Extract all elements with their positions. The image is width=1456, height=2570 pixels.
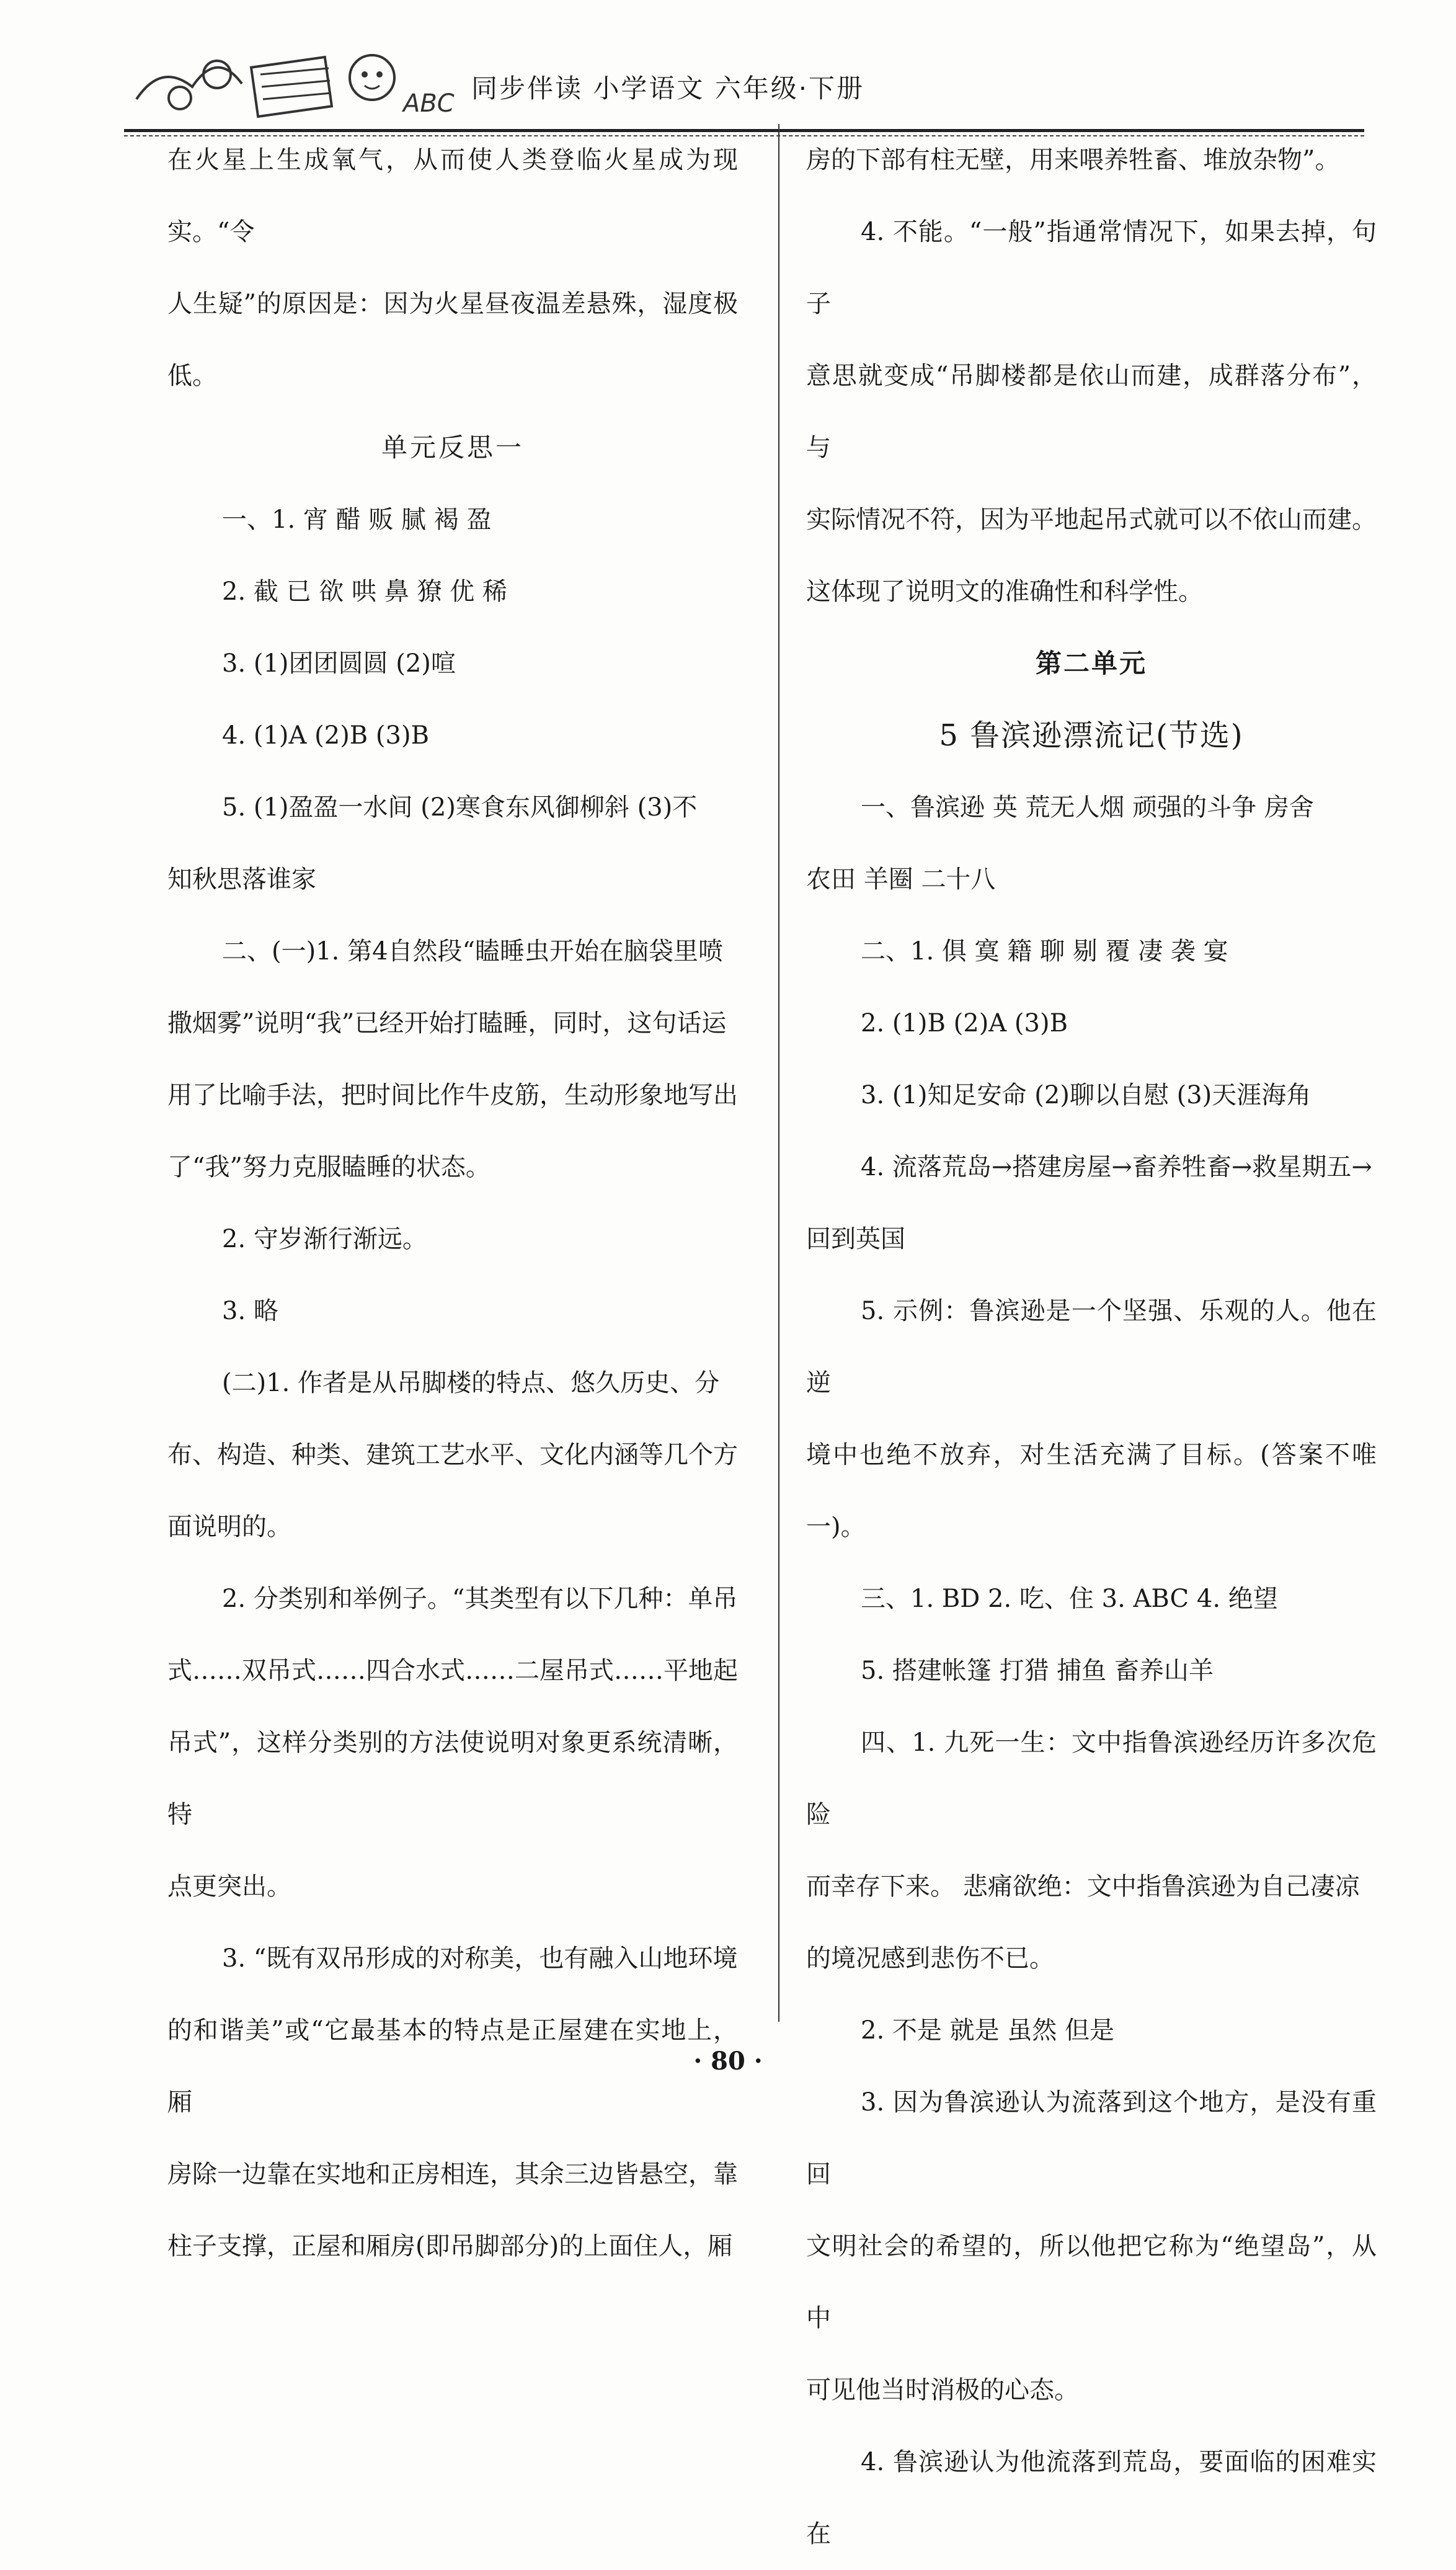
header-title: 同步伴读 小学语文 六年级·下册 (471, 73, 865, 104)
lesson-heading: 5 鲁滨逊漂流记(节选) (939, 718, 1244, 753)
answer-line: 2. 守岁渐行渐远。 (222, 1225, 427, 1253)
answer-line: 回到英国 (806, 1225, 905, 1253)
answer-line: 撒烟雾”说明“我”已经开始打瞌睡，同时，这句话运 (167, 1009, 727, 1038)
answer-line: 四、1. 九死一生：文中指鲁滨逊经历许多次危险 (806, 1728, 1377, 1829)
right-column (806, 124, 1377, 2570)
text-line: 人生疑”的原因是：因为火星昼夜温差悬殊，湿度极低。 (167, 290, 738, 390)
answer-line: 二、1. 俱 寞 籍 聊 剔 覆 凄 袭 宴 (861, 937, 1228, 966)
page-number: · 80 · (693, 2047, 763, 2076)
answer-line: 一、1. 宵 醋 贩 腻 褐 盈 (222, 505, 492, 534)
answer-line: 3. “既有双吊形成的对称美，也有融入山地环境 (222, 1944, 738, 1973)
answer-line: (二)1. 作者是从吊脚楼的特点、悠久历史、分 (222, 1369, 720, 1397)
answer-line: 二、(一)1. 第4自然段“瞌睡虫开始在脑袋里喷 (222, 937, 723, 966)
answer-line: 农田 羊圈 二十八 (806, 865, 996, 894)
answer-line: 了“我”努力克服瞌睡的状态。 (167, 1153, 491, 1181)
answer-line: 2. (1)B (2)A (3)B (861, 1009, 1068, 1038)
header-decoration-icon (124, 25, 471, 130)
answer-line: 4. 不能。“一般”指通常情况下，如果去掉，句子 (806, 218, 1377, 318)
answer-line: 用了比喻手法，把时间比作牛皮筋，生动形象地写出 (167, 1081, 738, 1109)
answer-line: 4. 流落荒岛→搭建房屋→畜养牲畜→救星期五→ (861, 1153, 1372, 1181)
text-line: 在火星上生成氧气，从而使人类登临火星成为现实。“令 (167, 146, 738, 246)
answer-line: 可见他当时消极的心态。 (806, 2376, 1079, 2404)
answer-line: 4. 鲁滨逊认为他流落到荒岛，要面临的困难实在 (806, 2448, 1377, 2548)
unit-heading: 第二单元 (1035, 648, 1147, 678)
answer-line: 式……双吊式……四合水式……二屋吊式……平地起 (167, 1656, 738, 1685)
answer-line: 3. (1)知足安命 (2)聊以自慰 (3)天涯海角 (861, 1081, 1312, 1109)
answer-line: 一、鲁滨逊 英 荒无人烟 顽强的斗争 房舍 (861, 793, 1314, 822)
page-header (124, 25, 1364, 130)
answer-line: 知秋思落谁家 (167, 865, 316, 894)
svg-text:ABC: ABC (403, 89, 455, 118)
answer-line: 柱子支撑，正屋和厢房(即吊脚部分)的上面住人，厢 (167, 2232, 733, 2261)
answer-line: 实际情况不符，因为平地起吊式就可以不依山而建。 (806, 505, 1377, 534)
answer-line: 房除一边靠在实地和正房相连，其余三边皆悬空，靠 (167, 2160, 738, 2189)
answer-line: 这体现了说明文的准确性和科学性。 (806, 577, 1203, 606)
answer-line: 意思就变成“吊脚楼都是依山而建，成群落分布”，与 (806, 362, 1377, 462)
answer-line: 5. (1)盈盈一水间 (2)寒食东风御柳斜 (3)不 (222, 793, 698, 822)
answer-line: 4. (1)A (2)B (3)B (222, 721, 429, 750)
answer-line: 的和谐美”或“它最基本的特点是正屋建在实地上，厢 (167, 2016, 738, 2117)
answer-line: 3. 略 (222, 1297, 278, 1325)
column-divider (778, 124, 779, 2022)
left-column (167, 124, 738, 2282)
answer-line: 的境况感到悲伤不已。 (806, 1944, 1054, 1973)
answer-line: 三、1. BD 2. 吃、住 3. ABC 4. 绝望 (861, 1585, 1278, 1613)
answer-line: 而幸存下来。 悲痛欲绝：文中指鲁滨逊为自己凄凉 (806, 1872, 1360, 1901)
answer-line: 点更突出。 (167, 1872, 291, 1901)
answer-line: 5. 搭建帐篷 打猎 捕鱼 畜养山羊 (861, 1656, 1214, 1685)
answer-line: 2. 分类别和举例子。“其类型有以下几种：单吊 (222, 1585, 738, 1613)
answer-line: 3. 因为鲁滨逊认为流落到这个地方，是没有重回 (806, 2088, 1377, 2189)
answer-line: 5. 示例：鲁滨逊是一个坚强、乐观的人。他在逆 (806, 1297, 1377, 1397)
text-line: 房的下部有柱无壁，用来喂养牲畜、堆放杂物”。 (806, 146, 1340, 174)
answer-line: 2. 不是 就是 虽然 但是 (861, 2016, 1115, 2045)
answer-line: 文明社会的希望的，所以他把它称为“绝望岛”，从中 (806, 2232, 1377, 2332)
section-heading: 单元反思一 (381, 432, 524, 463)
answer-line: 2. 截 已 欲 哄 鼻 獠 优 稀 (222, 577, 507, 606)
answer-line: 3. (1)团团圆圆 (2)喧 (222, 649, 456, 678)
answer-line: 境中也绝不放弃，对生活充满了目标。(答案不唯一)。 (806, 1441, 1377, 1541)
answer-line: 吊式”，这样分类别的方法使说明对象更系统清晰，特 (167, 1728, 738, 1829)
answer-line: 面说明的。 (167, 1513, 291, 1541)
answer-line: 布、构造、种类、建筑工艺水平、文化内涵等几个方 (167, 1441, 738, 1469)
